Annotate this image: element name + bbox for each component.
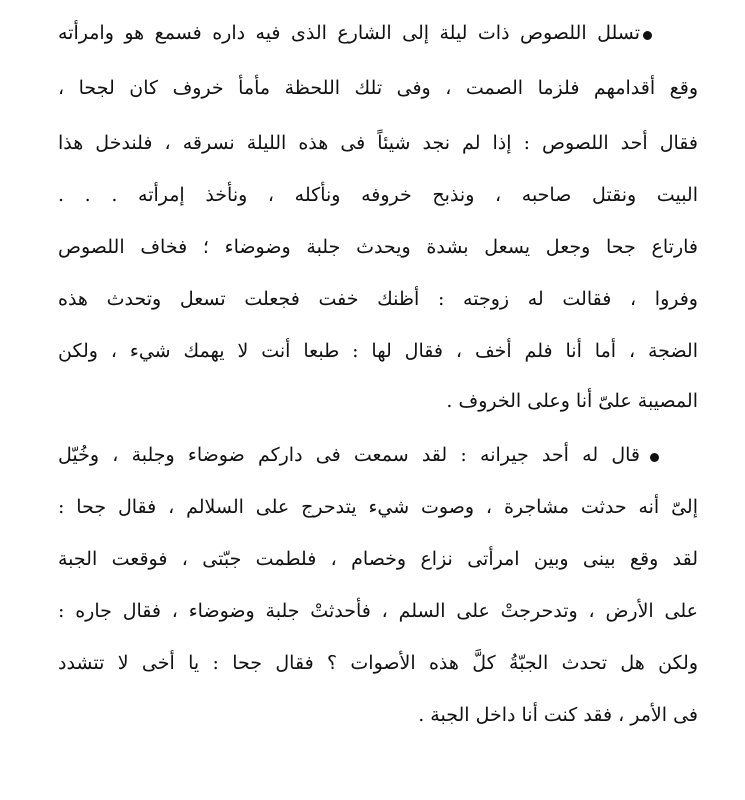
text-line: وفروا ، فقالت له زوجته : أظنك خفت فجعلت تسعل وتحدث هذه xyxy=(58,288,698,310)
text-line: المصيبة علىّ أنا وعلى الخروف . xyxy=(446,390,698,412)
text-line: تسلل اللصوص ذات ليلة إلى الشارع الذى فيه داره فسمع هو وامرأته xyxy=(58,22,640,44)
text-line: لقد وقع بينى وبين امرأتى نزاع وخصام ، فلطمت جبّتى ، فوقعت الجبة xyxy=(58,548,698,570)
text-line: فقال أحد اللصوص : إذا لم نجد شيئاً فى هذه الليلة نسرقه ، فلندخل هذا xyxy=(58,132,698,154)
text-line: إلىّ أنه حدثت مشاجرة ، وصوت شيء يتدحرج على السلالم ، فقال جحا : xyxy=(58,496,698,518)
text-line: ولكن هل تحدث الجبّةُ كلَّ هذه الأصوات ؟ فقال جحا : يا أخى لا تتشدد xyxy=(58,652,698,674)
bullet-dot-icon xyxy=(650,453,659,462)
text-line: على الأرض ، وتدحرجتْ على السلم ، فأحدثتْ جلبة وضوضاء ، فقال جاره : xyxy=(58,600,698,622)
text-line: البيت ونقتل صاحبه ، ونذبح خروفه ونأكله ، ونأخذ إمرأته . . . xyxy=(58,184,698,206)
text-line: فارتاع جحا وجعل يسعل بشدة ويحدث جلبة وضوضاء ؛ فخاف اللصوص xyxy=(58,236,698,258)
text-line: وقع أقدامهم فلزما الصمت ، وفى تلك اللحظة مأمأ خروف كان لجحا ، xyxy=(58,77,698,99)
bullet-dot-icon xyxy=(643,31,652,40)
text-line: قال له أحد جيرانه : لقد سمعت فى داركم ضوضاء وجلبة ، وخُيّل xyxy=(58,444,640,466)
text-line: فى الأمر ، فقد كنت أنا داخل الجبة . xyxy=(418,704,698,726)
text-line: الضجة ، أما أنا فلم أخف ، فقال لها : طبعا أنت لا يهمك شيء ، ولكن xyxy=(58,340,698,362)
